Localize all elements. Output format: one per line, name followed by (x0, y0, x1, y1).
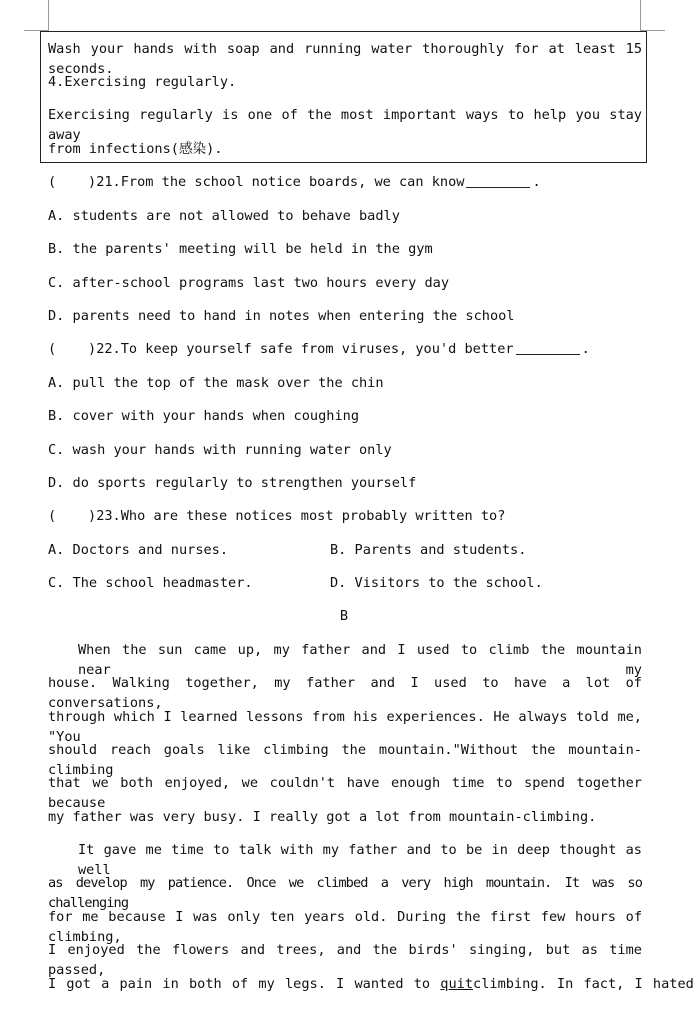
answer-paren-open: ( (48, 174, 57, 190)
question-21-text: 21.From the school notice boards, we can know (96, 174, 465, 190)
option-22-b: B. cover with your hands when coughing (48, 408, 359, 424)
option-23-c: C. The school headmaster. (48, 575, 253, 591)
option-22-c: C. wash your hands with running water only (48, 442, 392, 458)
option-23-b: B. Parents and students. (330, 542, 527, 558)
question-end: . (581, 341, 590, 357)
passage-p1-line-2: house. Walking together, my father and I used to have a lot of conversations, (48, 675, 642, 711)
option-21-c: C. after-school programs last two hours every day (48, 275, 450, 291)
option-22-d: D. do sports regularly to strengthen yourself (48, 475, 417, 491)
question-22 (48, 339, 642, 359)
answer-paren-open: ( (48, 341, 57, 357)
option-22-a: A. pull the top of the mask over the chin (48, 375, 384, 391)
section-label: B (339, 608, 349, 624)
answer-blank[interactable] (516, 340, 580, 355)
passage-text: I got a pain in both of my legs. I wanted to (48, 976, 431, 992)
option-row-23-1 (48, 540, 642, 560)
box-line-2: 4.Exercising regularly. (48, 74, 237, 90)
box-line-1: Wash your hands with soap and running water thoroughly for at least 15 seconds. (48, 41, 642, 77)
answer-paren-close: ) (88, 341, 97, 357)
passage-text: climbing. In fact, I hated (473, 976, 694, 992)
passage-p2-line-4: I enjoyed the flowers and trees, and the birds' singing, but as time passed, (48, 942, 642, 978)
box-line-3: Exercising regularly is one of the most important ways to help you stay away (48, 107, 642, 143)
question-21 (48, 172, 642, 192)
passage-p2-line-3: for me because I was only ten years old. During the first few hours of climbing, (48, 909, 642, 945)
answer-paren-close: ) (88, 508, 97, 524)
option-21-a: A. students are not allowed to behave badly (48, 208, 400, 224)
question-end: . (532, 174, 541, 190)
option-row-23-2 (48, 573, 642, 593)
question-23-text: 23.Who are these notices most probably written to? (96, 508, 506, 524)
passage-p1-line-1: When the sun came up, my father and I used to climb the mountain near my (78, 642, 642, 678)
answer-paren-open: ( (48, 508, 57, 524)
crop-mark-right-vertical (640, 0, 641, 30)
passage-p2-line-5 (48, 974, 694, 994)
option-23-d: D. Visitors to the school. (330, 575, 543, 591)
box-line-4: from infections(感染). (48, 141, 223, 157)
passage-p2-line-2: as develop my patience. Once we climbed a very high mountain. It was so challenging (48, 875, 642, 911)
passage-p2-line-1: It gave me time to talk with my father and to be in deep thought as well (78, 842, 642, 878)
answer-blank[interactable] (466, 173, 530, 188)
answer-paren-close: ) (88, 174, 97, 190)
question-23 (48, 506, 642, 526)
option-21-b: B. the parents' meeting will be held in the gym (48, 241, 433, 257)
underlined-word: quit (440, 976, 474, 992)
passage-p1-line-4: should reach goals like climbing the mountain."Without the mountain-climbing (48, 742, 642, 778)
option-23-a: A. Doctors and nurses. (48, 542, 229, 558)
passage-p1-line-6: my father was very busy. I really got a lot from mountain-climbing. (48, 809, 597, 825)
passage-p1-line-3: through which I learned lessons from his experiences. He always told me, "You (48, 709, 642, 745)
crop-mark-left-vertical (48, 0, 49, 30)
passage-p1-line-5: that we both enjoyed, we couldn't have enough time to spend together because (48, 775, 642, 811)
question-22-text: 22.To keep yourself safe from viruses, you'd better (96, 341, 514, 357)
option-21-d: D. parents need to hand in notes when entering the school (48, 308, 515, 324)
